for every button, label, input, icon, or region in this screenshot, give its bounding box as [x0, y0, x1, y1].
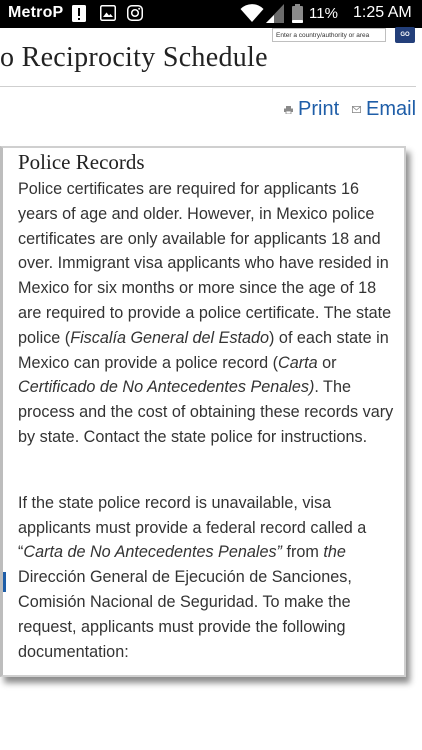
carrier-name: MetroP	[8, 4, 64, 21]
panel-content	[18, 150, 396, 664]
paragraph-spacer	[18, 450, 396, 488]
go-button[interactable]: GO	[395, 27, 415, 43]
instagram-icon	[127, 5, 143, 26]
image-icon	[100, 5, 116, 26]
email-label: Email	[366, 98, 417, 120]
clock-time: 1:25 AM	[353, 4, 412, 21]
police-records-panel[interactable]	[0, 146, 406, 677]
email-icon	[352, 106, 361, 113]
battery-percent: 11%	[309, 5, 338, 22]
notification-icon	[72, 5, 86, 27]
battery-icon	[292, 4, 303, 28]
page-title: o Reciprocity Schedule	[0, 42, 268, 73]
print-label: Print	[298, 98, 340, 120]
panel-edge-marker	[3, 572, 6, 592]
search-input[interactable]	[272, 28, 386, 42]
title-divider	[0, 86, 416, 87]
email-link[interactable]	[352, 98, 416, 121]
wifi-icon	[240, 4, 264, 28]
paragraph-police-certificates: Police certificates are required for applicants 16 years of age and older. However, in Mexico police certificates are only available for applicants 18 and over. Immigrant visa applicants who have resided in Mexico for six months or more since the age of 18 are required to provide a police certificate. The state police (Fiscalía General del Estado) of each state in Mexico can provide a police record (Carta or Certificado de No Antecedentes Penales). The process and the cost of obtaining these records vary by state. Contact the state police for instructions.	[18, 180, 394, 446]
paragraph-federal-record: If the state police record is unavailable, visa applicants must provide a federal record called a “Carta de No Antecedentes Penales” from the Dirección General de Ejecución de Sanciones, Comisión Nacional de Seguridad. To make the request, applicants must provide the following documentation:	[18, 493, 367, 661]
status-bar	[0, 0, 422, 28]
print-link[interactable]	[284, 98, 339, 121]
section-heading: Police Records	[18, 150, 145, 174]
signal-icon	[266, 4, 284, 28]
print-icon	[284, 106, 293, 114]
